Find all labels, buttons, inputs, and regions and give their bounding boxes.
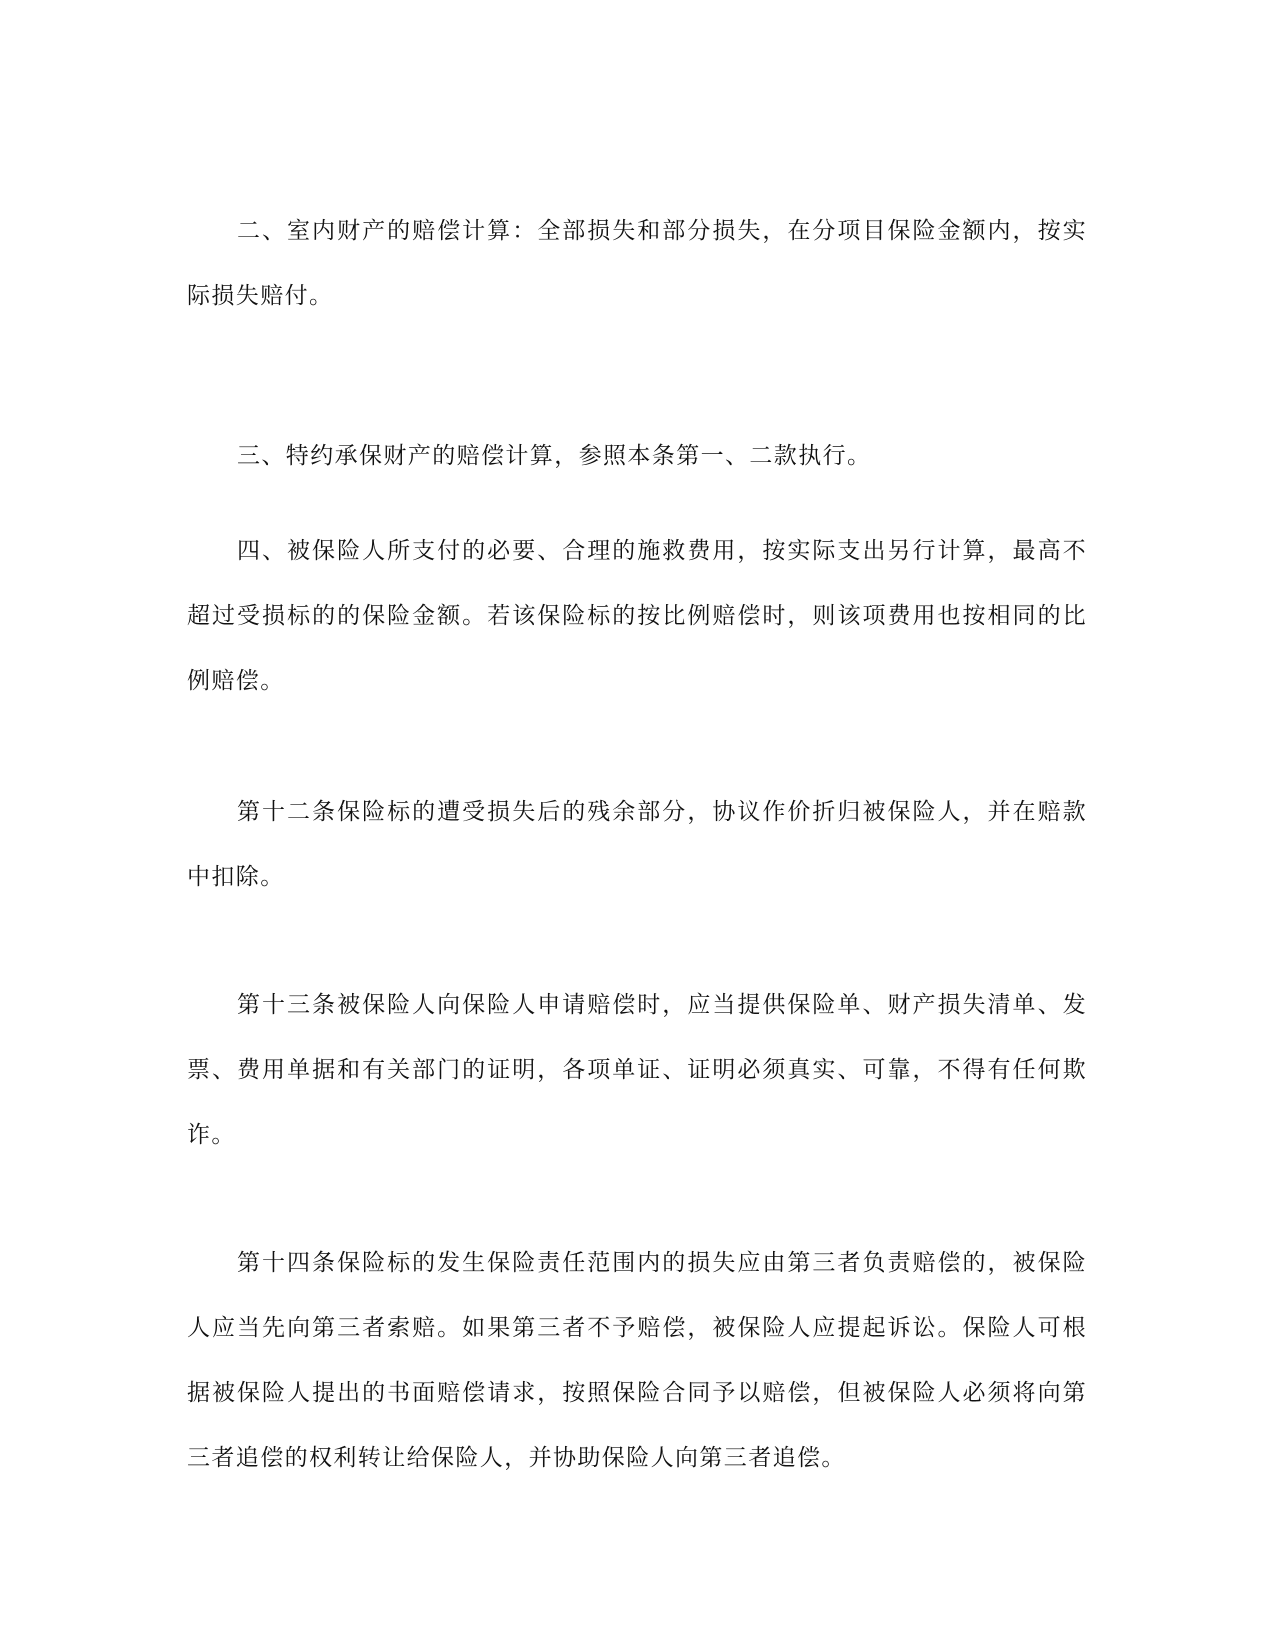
paragraph-indoor-property: 二、室内财产的赔偿计算：全部损失和部分损失，在分项目保险金额内，按实际损失赔付。 — [187, 218, 1087, 309]
paragraph-article-12: 第十二条保险标的遭受损失后的残余部分，协议作价折归被保险人，并在赔款中扣除。 — [187, 799, 1087, 890]
document-page — [187, 0, 1087, 1650]
paragraph-article-13: 第十三条被保险人向保险人申请赔偿时，应当提供保险单、财产损失清单、发票、费用单据和有关部门的证明，各项单证、证明必须真实、可靠，不得有任何欺诈。 — [187, 992, 1087, 1148]
paragraph-rescue-costs: 四、被保险人所支付的必要、合理的施救费用，按实际支出另行计算，最高不超过受损标的的保险金额。若该保险标的按比例赔偿时，则该项费用也按相同的比例赔偿。 — [187, 538, 1087, 694]
paragraph-article-14: 第十四条保险标的发生保险责任范围内的损失应由第三者负责赔偿的，被保险人应当先向第三者索赔。如果第三者不予赔偿，被保险人应提起诉讼。保险人可根据被保险人提出的书面赔偿请求，按照保险合同予以赔偿，但被保险人必须将向第三者追偿的权利转让给保险人，并协助保险人向第三者追偿。 — [187, 1250, 1087, 1471]
paragraph-special-property: 三、特约承保财产的赔偿计算，参照本条第一、二款执行。 — [237, 443, 872, 469]
